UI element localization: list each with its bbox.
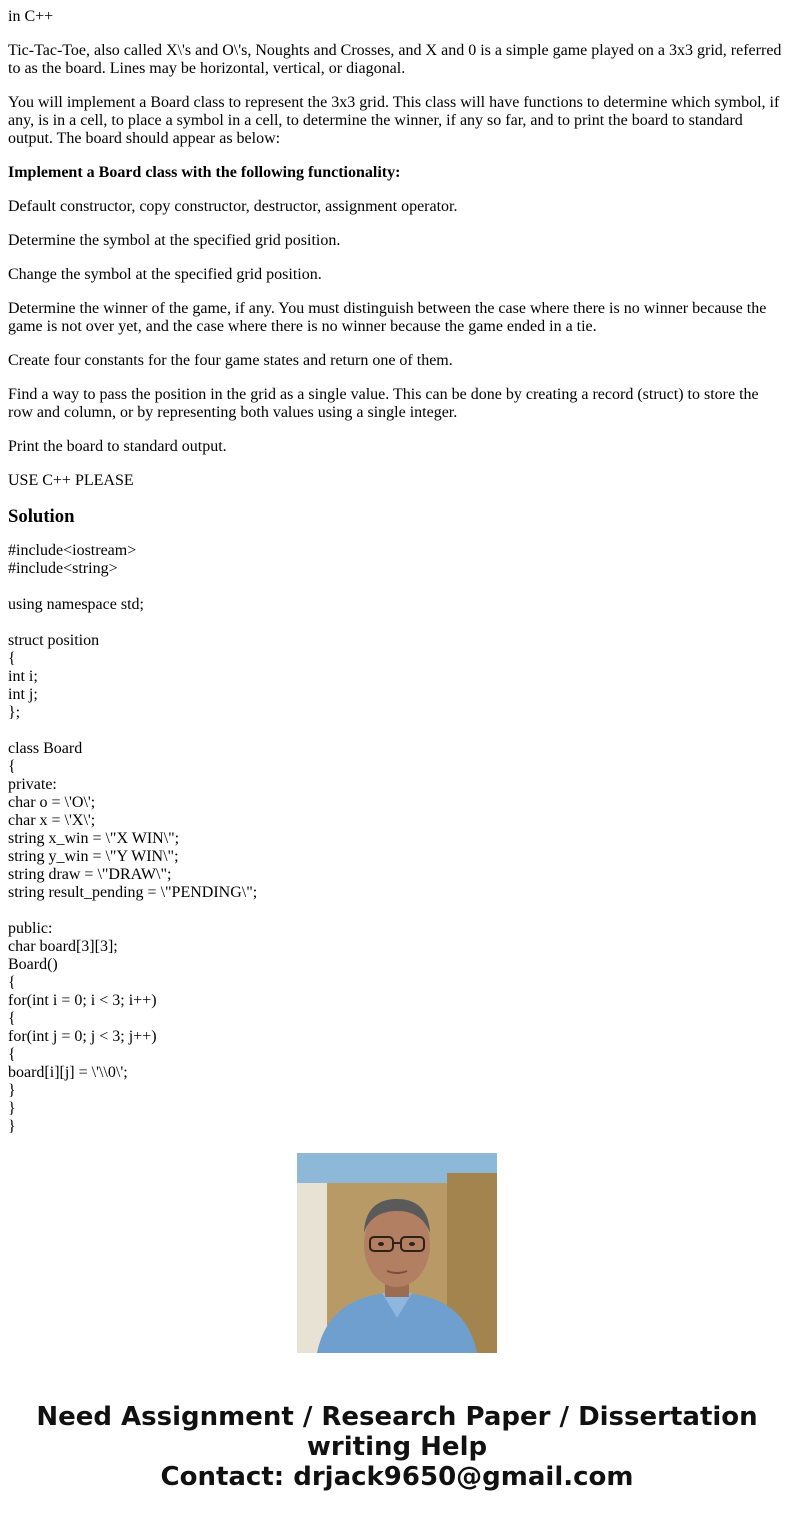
author-avatar [297,1153,497,1353]
requirement-item: Determine the symbol at the specified grid position. [8,232,341,249]
requirement-item: USE C++ PLEASE [8,472,134,489]
footer-line: writing Help [306,1432,488,1462]
solution-code: #include<iostream> #include<string> using namespace std; struct position { int i; int j; }; class Board { private: char o = \'O\'; char x = \'X\'; string x_win = \"X WIN\"; string y_win = \"Y WIN\"; string draw = \"DRAW\"; string result_pending = \"PENDING\"; public: char board[3][3]; Board() { for(int i = 0; i < 3; i++) { for(int j = 0; j < 3; j++) { board[i][j] = \'\\0\'; } } } [8,542,258,1135]
footer-contact: Contact: drjack9650@gmail.com [160,1462,634,1492]
question-title: in C++ [8,8,54,25]
requirement-item: Print the board to standard output. [8,438,227,455]
functionality-heading [8,164,786,182]
question-content [8,0,786,1135]
footer-line: Need Assignment / Research Paper / Dissertation [36,1402,758,1432]
question-intro: Tic-Tac-Toe, also called X\'s and O\'s, Noughts and Crosses, and X and 0 is a simple game played on a 3x3 grid, referred to as the board. Lines may be horizontal, vertical, or diagonal. [8,42,782,77]
requirement-item: Change the symbol at the specified grid position. [8,266,322,283]
question-description: You will implement a Board class to represent the 3x3 grid. This class will have functions to determine which symbol, if any, is in a cell, to place a symbol in a cell, to determine the winner, if any so far, and to print the board to standard output. The board should appear as below: [8,94,780,147]
author-portrait [297,1153,497,1353]
requirement-item: Create four constants for the four game states and return one of them. [8,352,453,369]
functionality-heading-text: Implement a Board class with the following functionality: [8,164,401,181]
footer-banner [0,1402,794,1492]
solution-heading: Solution [8,506,75,527]
requirement-item: Determine the winner of the game, if any. You must distinguish between the case where there is no winner because the game is not over yet, and the case where there is no winner because the game ended in a tie. [8,300,767,335]
requirement-item: Find a way to pass the position in the grid as a single value. This can be done by creating a record (struct) to store the row and column, or by representing both values using a single integer. [8,386,759,421]
requirement-item: Default constructor, copy constructor, destructor, assignment operator. [8,198,458,215]
